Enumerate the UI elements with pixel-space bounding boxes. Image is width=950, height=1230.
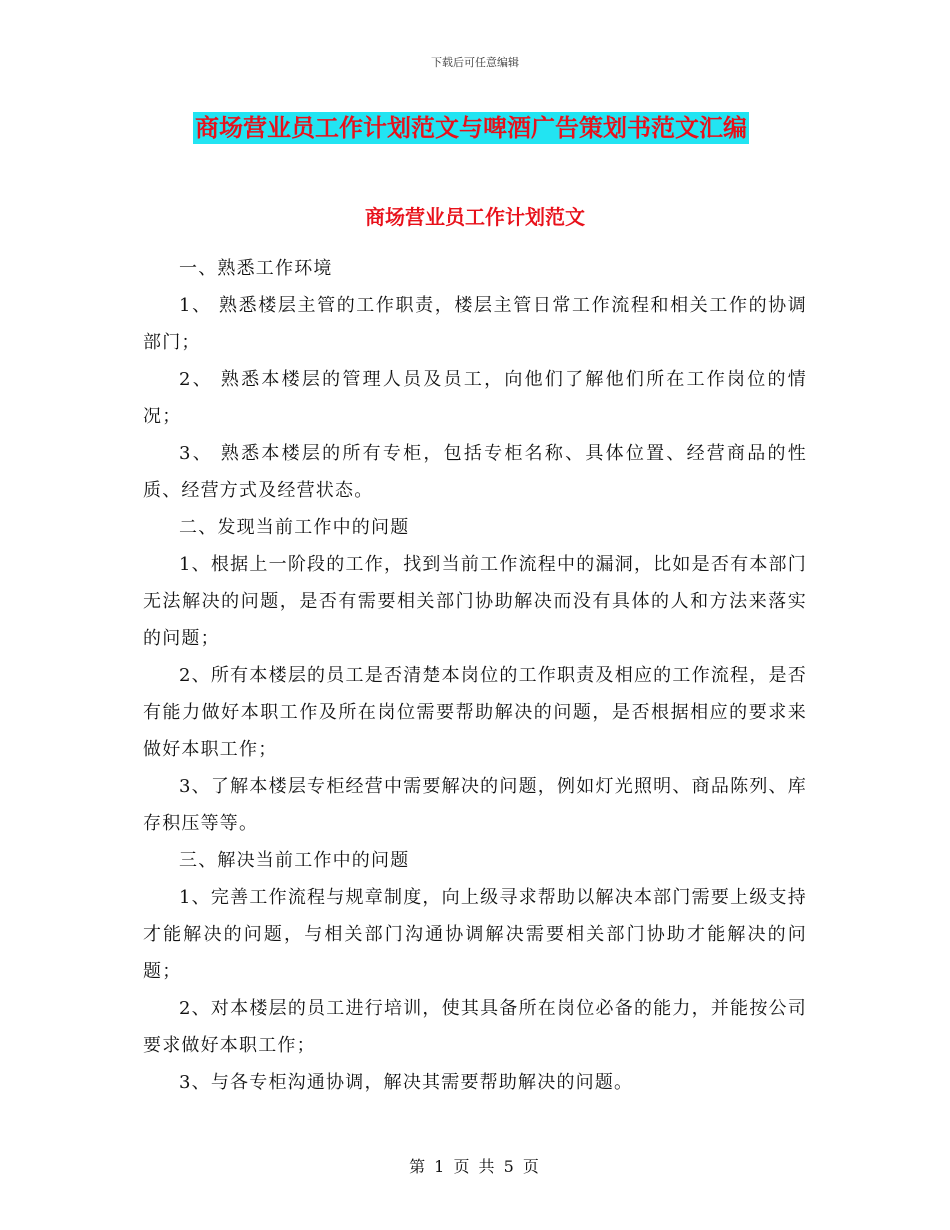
paragraph: 1、根据上一阶段的工作，找到当前工作流程中的漏洞，比如是否有本部门无法解决的问题，是否有需要相关部门协助解决而没有具体的人和方法来落实的问题；: [143, 554, 807, 649]
header-note: 下载后可任意编辑: [431, 56, 519, 69]
paragraph: 3、与各专柜沟通协调，解决其需要帮助解决的问题。: [179, 1072, 634, 1093]
section-title: 商场营业员工作计划范文: [365, 205, 585, 229]
heading-find-problems: 二、发现当前工作中的问题: [179, 517, 410, 538]
paragraph: 2、对本楼层的员工进行培训，使其具备所在岗位必备的能力，并能按公司要求做好本职工作；: [143, 998, 807, 1056]
document-title: 商场营业员工作计划范文与啤酒广告策划书范文汇编: [195, 114, 747, 142]
paragraph: 2、 熟悉本楼层的管理人员及员工，向他们了解他们所在工作岗位的情况；: [143, 369, 807, 427]
paragraph: 1、完善工作流程与规章制度，向上级寻求帮助以解决本部门需要上级支持才能解决的问题，与相关部门沟通协调解决需要相关部门协助才能解决的问题；: [143, 887, 807, 982]
heading-familiarize-environment: 一、熟悉工作环境: [179, 258, 333, 279]
paragraph: 3、了解本楼层专柜经营中需要解决的问题，例如灯光照明、商品陈列、库存积压等等。: [143, 776, 807, 834]
page-number-footer: 第 1 页 共 5 页: [409, 1157, 541, 1176]
paragraph: 2、所有本楼层的员工是否清楚本岗位的工作职责及相应的工作流程，是否有能力做好本职工作及所在岗位需要帮助解决的问题，是否根据相应的要求来做好本职工作；: [143, 665, 807, 760]
document-body: [143, 250, 807, 1101]
paragraph: 3、 熟悉本楼层的所有专柜，包括专柜名称、具体位置、经营商品的性质、经营方式及经营状态。: [143, 443, 807, 501]
heading-solve-problems: 三、解决当前工作中的问题: [179, 850, 410, 871]
paragraph: 1、 熟悉楼层主管的工作职责，楼层主管日常工作流程和相关工作的协调部门；: [143, 295, 807, 353]
